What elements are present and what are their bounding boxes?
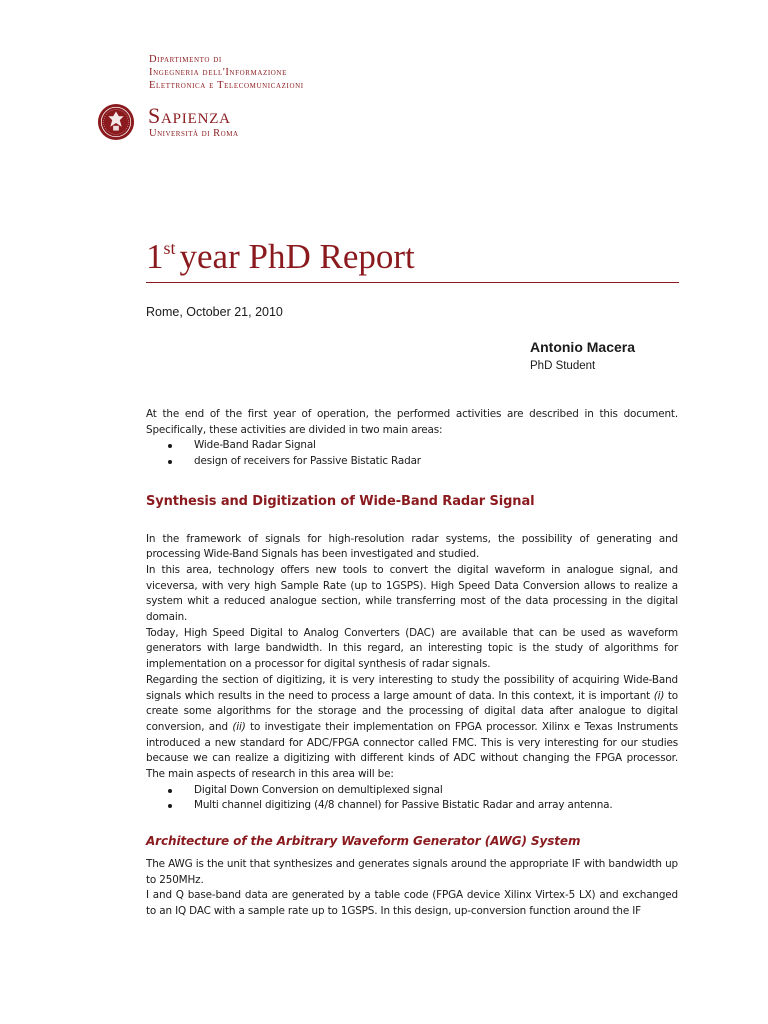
department-line: Ingegneria dell'Informazione bbox=[149, 67, 287, 78]
subsection-paragraph: I and Q base-band data are generated by a table code (FPGA device Xilinx Virtex-5 LX) and exchanged to an IQ DAC with a sample rate up to 1GSPS. In this design, up-conversion function around the IF bbox=[146, 889, 678, 917]
page-title bbox=[146, 237, 415, 282]
subsection-paragraph: The AWG is the unit that synthesizes and generates signals around the appropriate IF with bandwidth up to 250MHz. bbox=[146, 857, 678, 886]
subsection-heading: Architecture of the Arbitrary Waveform Generator (AWG) System bbox=[146, 834, 581, 849]
research-bullet-list bbox=[146, 783, 678, 814]
university-subtitle: Università di Roma bbox=[149, 128, 239, 139]
report-date: Rome, October 21, 2010 bbox=[146, 305, 283, 319]
department-line: Elettronica e Telecomunicazioni bbox=[149, 80, 304, 91]
department-name bbox=[149, 53, 304, 92]
bullet-icon bbox=[168, 789, 172, 793]
list-item: Multi channel digitizing (4/8 channel) for Passive Bistatic Radar and array antenna. bbox=[146, 798, 678, 814]
list-item: design of receivers for Passive Bistatic Radar bbox=[146, 454, 678, 470]
bullet-icon bbox=[168, 460, 172, 464]
author-name: Antonio Macera bbox=[530, 339, 636, 355]
bullet-icon bbox=[168, 804, 172, 808]
university-seal-icon bbox=[97, 103, 135, 141]
title-text: year PhD Report bbox=[179, 237, 415, 276]
department-line: Dipartimento di bbox=[149, 54, 222, 65]
intro-bullet-list bbox=[146, 438, 678, 469]
title-ordinal: 1 bbox=[146, 237, 164, 276]
author-role: PhD Student bbox=[530, 360, 596, 372]
intro-paragraph: At the end of the first year of operation, the performed activities are described in this document. Specifically, these activities are divided in two main areas: bbox=[146, 408, 678, 436]
title-divider bbox=[146, 282, 679, 283]
section-paragraph: In the framework of signals for high-resolution radar systems, the possibility of generating and processing Wide-Band Signals has been investigated and studied. bbox=[146, 532, 678, 561]
section-paragraph: Regarding the section of digitizing, it is very interesting to study the possibility of acquiring Wide-Band signals which results in the need to process a large amount of data. In this context, it is important (i) to create some algorithms for the storage and the processing of digital data after analogue to digital conversion, and (ii) to investigate their implementation on FPGA processor. Xilinx e Texas Instruments introduced a new standard for ADC/FPGA connector called FMC. This is very interesting for our studies because we can realize a digitizing with different kinds of ADC without changing the FPGA processor. The main aspects of research in this area will be: bbox=[146, 673, 679, 781]
university-name: Sapienza bbox=[148, 103, 231, 128]
document-body bbox=[146, 407, 678, 920]
bullet-icon bbox=[168, 444, 172, 448]
section-paragraph: In this area, technology offers new tools to convert the digital waveform in analogue signal, and viceversa, with very high Sample Rate (up to 1GSPS). High Speed Data Conversion allows to realize a system whit a reduced analogue section, while transferring most of the data processing in the digital domain. bbox=[146, 563, 678, 624]
section-paragraph: Today, High Speed Digital to Analog Converters (DAC) are available that can be used as waveform generators with large bandwidth. In this regard, an interesting topic is the study of algorithms for implementation on a processor for digital synthesis of radar signals. bbox=[146, 626, 678, 671]
title-ordinal-suffix: st bbox=[163, 238, 176, 258]
section-heading: Synthesis and Digitization of Wide-Band Radar Signal bbox=[146, 493, 535, 509]
list-item: Digital Down Conversion on demultiplexed signal bbox=[146, 783, 678, 799]
list-item: Wide-Band Radar Signal bbox=[146, 438, 678, 454]
